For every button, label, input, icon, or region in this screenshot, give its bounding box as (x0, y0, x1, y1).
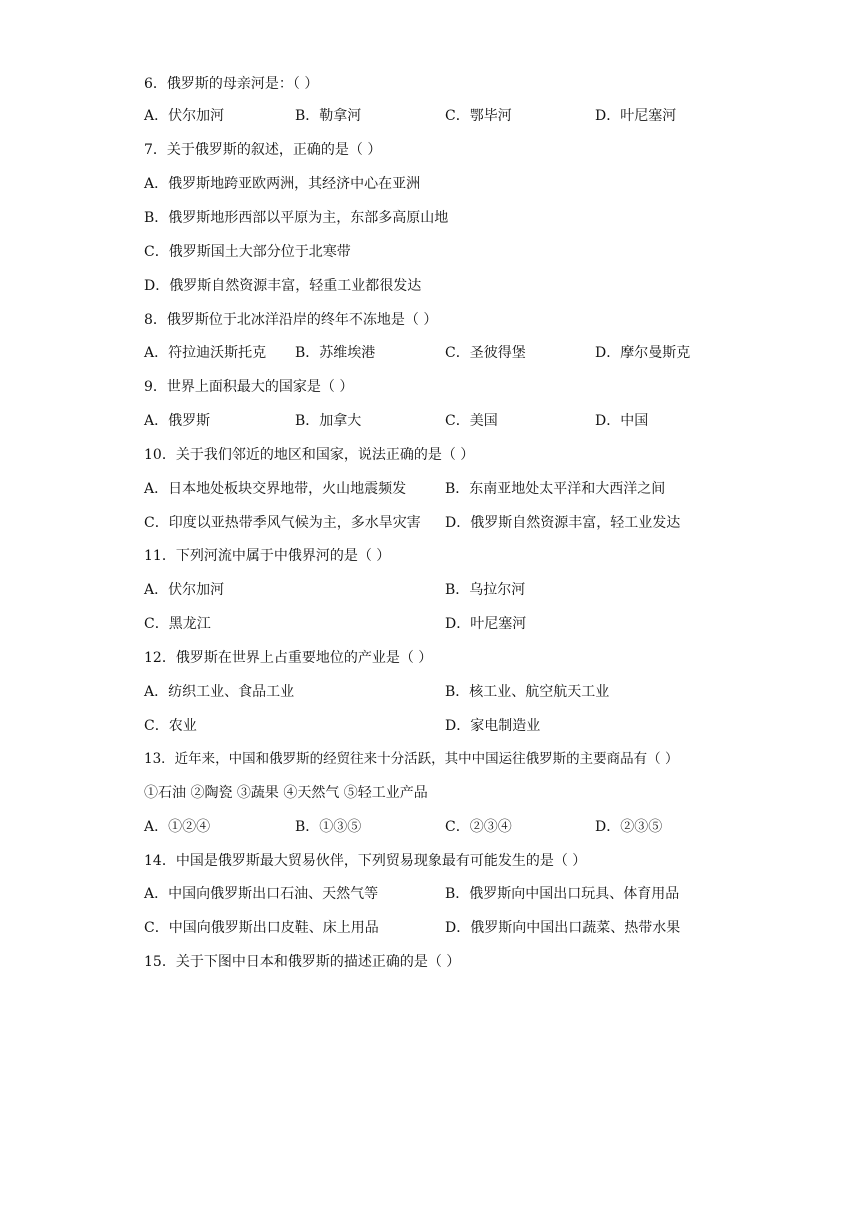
question-15-stem: 15．关于下图中日本和俄罗斯的描述正确的是（ ） (144, 954, 461, 970)
q7-option-d: D．俄罗斯自然资源丰富，轻重工业都很发达 (144, 278, 422, 294)
q7-option-c: C．俄罗斯国土大部分位于北寒带 (144, 244, 351, 260)
question-13-stem: 13．近年来，中国和俄罗斯的经贸往来十分活跃，其中中国运往俄罗斯的主要商品有（ ） (144, 751, 679, 767)
question-11-stem: 11．下列河流中属于中俄界河的是（ ） (144, 548, 391, 564)
q11-option-d: D．叶尼塞河 (445, 616, 527, 632)
q6-option-b: B．勒拿河 (295, 108, 362, 124)
q6-option-a: A．伏尔加河 (144, 108, 225, 124)
question-14-stem: 14．中国是俄罗斯最大贸易伙伴，下列贸易现象最有可能发生的是（ ） (144, 853, 587, 869)
q11-option-b: B．乌拉尔河 (445, 582, 526, 598)
q10-option-c: C．印度以亚热带季风气候为主，多水旱灾害 (144, 515, 421, 531)
q9-option-c: C．美国 (445, 413, 498, 429)
q14-option-d: D．俄罗斯向中国出口蔬菜、热带水果 (445, 920, 681, 936)
q13-option-c: C．②③④ (445, 819, 512, 835)
q13-option-b: B．①③⑤ (295, 819, 362, 835)
q10-option-d: D．俄罗斯自然资源丰富，轻工业发达 (445, 515, 681, 531)
q10-option-a: A．日本地处板块交界地带，火山地震频发 (144, 481, 407, 497)
question-10-stem: 10．关于我们邻近的地区和国家，说法正确的是（ ） (144, 447, 475, 463)
q12-option-c: C．农业 (144, 718, 197, 734)
question-9-stem: 9．世界上面积最大的国家是（ ） (144, 379, 354, 395)
q10-option-b: B．东南亚地处太平洋和大西洋之间 (445, 481, 666, 497)
q8-option-d: D．摩尔曼斯克 (595, 345, 691, 361)
q9-option-b: B．加拿大 (295, 413, 362, 429)
q12-option-d: D．家电制造业 (445, 718, 541, 734)
q13-option-d: D．②③⑤ (595, 819, 663, 835)
q8-option-a: A．符拉迪沃斯托克 (144, 345, 267, 361)
q7-option-b: B．俄罗斯地形西部以平原为主，东部多高原山地 (144, 210, 449, 226)
q7-option-a: A．俄罗斯地跨亚欧两洲，其经济中心在亚洲 (144, 176, 421, 192)
q8-option-c: C．圣彼得堡 (445, 345, 526, 361)
question-6-stem: 6．俄罗斯的母亲河是：（ ） (144, 76, 319, 92)
q12-option-b: B．核工业、航空航天工业 (445, 684, 610, 700)
q14-option-a: A．中国向俄罗斯出口石油、天然气等 (144, 886, 379, 902)
q9-option-a: A．俄罗斯 (144, 413, 211, 429)
q9-option-d: D．中国 (595, 413, 649, 429)
q6-option-c: C．鄂毕河 (445, 108, 512, 124)
question-12-stem: 12．俄罗斯在世界上占重要地位的产业是（ ） (144, 650, 433, 666)
q6-option-d: D．叶尼塞河 (595, 108, 677, 124)
question-7-stem: 7．关于俄罗斯的叙述，正确的是（ ） (144, 142, 382, 158)
q8-option-b: B．苏维埃港 (295, 345, 376, 361)
q12-option-a: A．纺织工业、食品工业 (144, 684, 295, 700)
q11-option-c: C．黑龙江 (144, 616, 211, 632)
q14-option-c: C．中国向俄罗斯出口皮鞋、床上用品 (144, 920, 379, 936)
question-8-stem: 8．俄罗斯位于北冰洋沿岸的终年不冻地是（ ） (144, 312, 438, 328)
question-13-choices: ①石油 ②陶瓷 ③蔬果 ④天然气 ⑤轻工业产品 (144, 785, 428, 801)
q13-option-a: A．①②④ (144, 819, 211, 835)
q11-option-a: A．伏尔加河 (144, 582, 225, 598)
q14-option-b: B．俄罗斯向中国出口玩具、体育用品 (445, 886, 680, 902)
